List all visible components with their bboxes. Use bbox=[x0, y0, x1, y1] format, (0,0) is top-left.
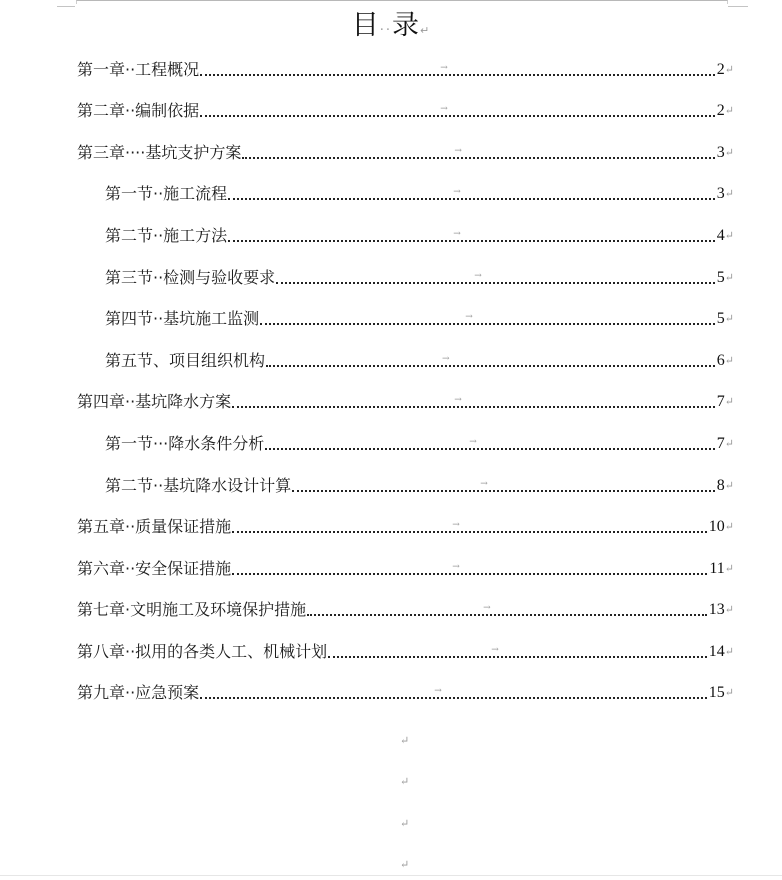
empty-paragraph-mark: ↵ bbox=[400, 858, 410, 871]
toc-page-number: 3 bbox=[716, 144, 725, 161]
toc-entry-label: 第一节···降水条件分析 bbox=[105, 434, 265, 453]
toc-page-number: 4 bbox=[716, 227, 725, 244]
toc-entry[interactable] bbox=[77, 638, 734, 662]
empty-paragraph-mark: ↵ bbox=[400, 775, 410, 788]
toc-title bbox=[0, 8, 782, 49]
toc-entry[interactable] bbox=[105, 472, 734, 496]
page-bottom-edge bbox=[0, 875, 782, 876]
paragraph-mark: ↵ bbox=[724, 354, 734, 367]
toc-page-number: 2 bbox=[716, 102, 725, 119]
dot-leader bbox=[260, 312, 715, 325]
toc-entry-label: 第三节··检测与验收要求 bbox=[105, 268, 276, 287]
paragraph-mark: ↵ bbox=[724, 229, 734, 242]
paragraph-mark: ↵ bbox=[724, 520, 734, 533]
toc-page-number: 5 bbox=[716, 269, 725, 286]
paragraph-mark: ↵ bbox=[724, 104, 734, 117]
tab-mark-icon: → bbox=[452, 520, 460, 530]
toc-entry-label: 第五节、项目组织机构 bbox=[105, 351, 266, 370]
toc-page-number: 13 bbox=[708, 601, 725, 618]
dot-leader bbox=[232, 520, 707, 533]
dot-leader bbox=[200, 104, 715, 117]
tab-mark-icon: → bbox=[491, 645, 499, 655]
toc-entry[interactable] bbox=[105, 180, 734, 204]
paragraph-mark: ↵ bbox=[724, 603, 734, 616]
toc-entry[interactable] bbox=[105, 264, 734, 288]
toc-page-number: 8 bbox=[716, 477, 725, 494]
toc-entry-label: 第六章··安全保证措施 bbox=[77, 559, 232, 578]
toc-entry-label: 第三章····基坑支护方案 bbox=[77, 143, 242, 162]
tab-mark-icon: → bbox=[434, 686, 442, 696]
toc-entry-label: 第四节··基坑施工监测 bbox=[105, 309, 260, 328]
tab-mark-icon: → bbox=[440, 63, 448, 73]
toc-entry[interactable] bbox=[77, 555, 734, 579]
page-edge-rule bbox=[76, 0, 728, 4]
toc-entry[interactable] bbox=[77, 139, 734, 163]
tab-mark-icon: → bbox=[453, 229, 461, 239]
crop-mark-right bbox=[728, 6, 748, 7]
toc-entry[interactable] bbox=[105, 305, 734, 329]
toc-page-number: 10 bbox=[708, 518, 725, 535]
tab-mark-icon: → bbox=[452, 562, 460, 572]
toc-entry-label: 第二节··基坑降水设计计算 bbox=[105, 476, 292, 495]
toc-page-number: 2 bbox=[716, 61, 725, 78]
toc-page-number: 6 bbox=[716, 352, 725, 369]
dot-leader bbox=[242, 146, 714, 159]
tab-mark-icon: → bbox=[453, 187, 461, 197]
dot-leader bbox=[266, 354, 715, 367]
paragraph-mark: ↵ bbox=[724, 271, 734, 284]
tab-mark-icon: → bbox=[442, 354, 450, 364]
empty-paragraph-mark: ↵ bbox=[400, 817, 410, 830]
toc-entry-label: 第二节··施工方法 bbox=[105, 226, 228, 245]
dot-leader bbox=[228, 229, 715, 242]
paragraph-mark: ↵ bbox=[724, 63, 734, 76]
toc-entry[interactable] bbox=[77, 56, 734, 80]
dot-leader bbox=[276, 271, 715, 284]
paragraph-mark: ↵ bbox=[724, 146, 734, 159]
toc-page-number: 3 bbox=[716, 185, 725, 202]
toc-entry[interactable] bbox=[77, 596, 734, 620]
dot-leader bbox=[307, 603, 707, 616]
dot-leader bbox=[228, 187, 715, 200]
dot-leader bbox=[265, 437, 715, 450]
toc-entry-label: 第八章··拟用的各类人工、机械计划 bbox=[77, 642, 328, 661]
tab-mark-icon: → bbox=[440, 104, 448, 114]
dot-leader bbox=[232, 562, 707, 575]
paragraph-mark: ↵ bbox=[724, 562, 734, 575]
toc-page-number: 7 bbox=[716, 435, 725, 452]
toc-page-number: 14 bbox=[708, 643, 725, 660]
dot-leader bbox=[200, 686, 707, 699]
title-char-1: 目 bbox=[351, 10, 380, 41]
tab-mark-icon: → bbox=[480, 479, 488, 489]
toc-entry[interactable] bbox=[77, 388, 734, 412]
tab-mark-icon: → bbox=[483, 603, 491, 613]
paragraph-mark: ↵ bbox=[724, 645, 734, 658]
dot-leader bbox=[200, 63, 715, 76]
toc-entry[interactable] bbox=[77, 679, 734, 703]
toc-entry-label: 第四章··基坑降水方案 bbox=[77, 392, 232, 411]
toc-entry-label: 第七章·文明施工及环境保护措施 bbox=[77, 600, 307, 619]
tab-mark-icon: → bbox=[454, 146, 462, 156]
toc-entry[interactable] bbox=[105, 347, 734, 371]
crop-mark-left bbox=[57, 6, 75, 7]
tab-mark-icon: → bbox=[469, 437, 477, 447]
title-space-dots: ·· bbox=[379, 23, 393, 38]
toc-entry-label: 第二章··编制依据 bbox=[77, 101, 200, 120]
toc-page-number: 11 bbox=[709, 560, 725, 577]
toc-entry[interactable] bbox=[77, 97, 734, 121]
toc-page-number: 7 bbox=[716, 393, 725, 410]
toc-entry[interactable] bbox=[105, 222, 734, 246]
tab-mark-icon: → bbox=[474, 271, 482, 281]
paragraph-mark: ↵ bbox=[724, 187, 734, 200]
dot-leader bbox=[292, 479, 715, 492]
paragraph-mark: ↵ bbox=[724, 395, 734, 408]
toc-entry[interactable] bbox=[105, 430, 734, 454]
toc-entry-label: 第九章··应急预案 bbox=[77, 683, 200, 702]
toc-entry-label: 第五章··质量保证措施 bbox=[77, 517, 232, 536]
paragraph-mark: ↵ bbox=[724, 312, 734, 325]
empty-paragraph-mark: ↵ bbox=[400, 734, 410, 747]
toc-entry-label: 第一章··工程概况 bbox=[77, 60, 200, 79]
toc-entry[interactable] bbox=[77, 513, 734, 537]
dot-leader bbox=[232, 395, 715, 408]
toc-page-number: 5 bbox=[716, 310, 725, 327]
tab-mark-icon: → bbox=[465, 312, 473, 322]
title-char-2: 录 bbox=[392, 10, 421, 41]
paragraph-mark: ↵ bbox=[420, 24, 431, 37]
dot-leader bbox=[328, 645, 707, 658]
tab-mark-icon: → bbox=[454, 395, 462, 405]
toc-entry-label: 第一节··施工流程 bbox=[105, 184, 228, 203]
toc-page-number: 15 bbox=[708, 684, 725, 701]
paragraph-mark: ↵ bbox=[724, 479, 734, 492]
paragraph-mark: ↵ bbox=[724, 437, 734, 450]
paragraph-mark: ↵ bbox=[724, 686, 734, 699]
